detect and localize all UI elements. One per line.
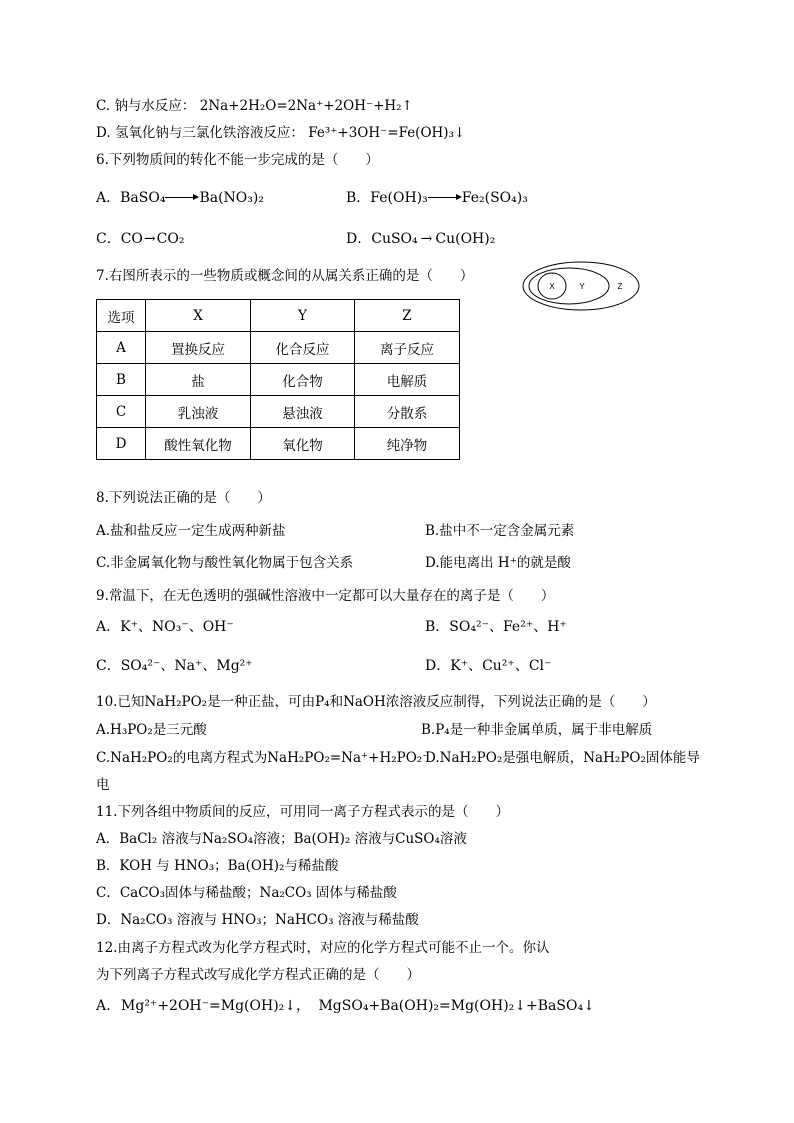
table-header-cell: 选项 [97,300,146,332]
ellipse-y [529,268,609,304]
q8-row-ab [96,520,716,542]
q6-row-cd [96,228,716,250]
q10-row-cd [96,747,716,769]
q5-d-text: 氢氧化钠与三氯化铁溶液反应： [114,125,304,141]
q10-option-c: C.NaH₂PO₂的电离方程式为NaH₂PO₂=Na⁺+H₂PO₂⁻ [96,750,430,766]
q9-row-ab [96,616,716,638]
q6-stem: 6.下列物质间的转化不能一步完成的是（ ） [96,152,379,168]
q11-option-b: B．KOH 与 HNO₃；Ba(OH)₂与稀盐酸 [96,858,339,874]
q9-row-cd [96,655,716,677]
q9-option-a: A．K⁺、NO₃⁻、OH⁻ [96,619,234,635]
table-cell: 离子反应 [355,332,460,364]
q5-d-label: D. [96,125,111,141]
table-row [97,396,460,428]
diagram-label-x: X [549,282,555,291]
q11-stem: 11.下列各组中物质间的反应，可用同一离子方程式表示的是（ ） [96,804,509,820]
q10-option-d-continuation: 电 [96,777,110,793]
q11-option-a: A．BaCl₂ 溶液与Na₂SO₄溶液；Ba(OH)₂ 溶液与CuSO₄溶液 [96,831,467,847]
q10-stem: 10.已知NaH₂PO₂是一种正盐，可由P₄和NaOH浓溶液反应制得，下列说法正确的是（ ） [96,694,656,710]
q5-option-c [96,96,413,116]
q9-option-c: C．SO₄²⁻、Na⁺、Mg²⁺ [96,658,253,674]
table-cell: 化合反应 [251,332,355,364]
q9-option-d: D．K⁺、Cu²⁺、Cl⁻ [425,658,552,674]
q10-option-d: D.NaH₂PO₂是强电解质，NaH₂PO₂固体能导 [425,750,700,766]
q5-c-label: C. [96,98,111,114]
q9-option-b: B．SO₄²⁻、Fe²⁺、H⁺ [425,619,567,635]
table-cell: 置换反应 [146,332,251,364]
q6-option-b: B．Fe(OH)₃ Fe₂(SO₄)₃ [346,190,528,206]
table-cell: D [97,428,146,460]
table-header-row [97,300,460,332]
table-cell: A [97,332,146,364]
q8-option-c: C.非金属氧化物与酸性氧化物属于包含关系 [96,555,354,571]
diagram-label-y: Y [579,282,585,291]
q8-row-cd [96,552,716,574]
q5-c-equation: 2Na+2H₂O=2Na⁺+2OH⁻+H₂↑ [199,98,413,114]
table-cell: C [97,396,146,428]
table-cell: 盐 [146,364,251,396]
table-row [97,364,460,396]
table-cell: 化合物 [251,364,355,396]
q6-option-d: D．CuSO₄ → Cu(OH)₂ [346,231,496,247]
table-cell: 纯净物 [355,428,460,460]
q5-d-equation: Fe³⁺+3OH⁻=Fe(OH)₃↓ [308,125,466,141]
table-cell: 悬浊液 [251,396,355,428]
q8-stem: 8.下列说法正确的是（ ） [96,490,271,506]
table-header-cell: X [146,300,251,332]
table-header-cell: Y [251,300,355,332]
q5-option-d [96,123,465,143]
q6-row-ab [96,187,716,209]
table-row [97,428,460,460]
arrow-icon [428,193,462,203]
table-cell: 酸性氧化物 [146,428,251,460]
q12-a-ionic-equation: Mg²⁺+2OH⁻=Mg(OH)₂↓， [121,998,311,1014]
q12-a-label: A. [96,998,111,1014]
q7-table [96,299,460,460]
q5-c-text: 钠与水反应： [114,98,196,114]
arrow-icon [165,193,199,203]
q11-option-d: D．Na₂CO₃ 溶液与 HNO₃；NaHCO₃ 溶液与稀盐酸 [96,912,419,928]
table-header-cell: Z [355,300,460,332]
q12-stem-line1: 12.由离子方程式改为化学方程式时，对应的化学方程式可能不止一个。你认 [96,940,550,956]
q8-option-d: D.能电离出 H⁺的就是酸 [425,555,571,571]
q11-option-c: C．CaCO₃固体与稀盐酸；Na₂CO₃ 固体与稀盐酸 [96,885,397,901]
table-cell: 分散系 [355,396,460,428]
q8-option-b: B.盐中不一定含金属元素 [425,523,575,539]
q12-a-chemical-equation: MgSO₄+Ba(OH)₂=Mg(OH)₂↓+BaSO₄↓ [318,998,595,1014]
q8-option-a: A.盐和盐反应一定生成两种新盐 [96,523,286,539]
table-cell: B [97,364,146,396]
q7-stem: 7.右图所表示的一些物质或概念间的从属关系正确的是（ ） [96,268,474,284]
q12-stem-line2: 为下列离子方程式改写成化学方程式正确的是（ ） [96,967,420,983]
table-row [97,332,460,364]
table-cell: 乳浊液 [146,396,251,428]
table-cell: 电解质 [355,364,460,396]
q6-option-c: C．CO→CO₂ [96,231,185,247]
q10-option-a: A.H₃PO₂是三元酸 [96,722,207,738]
q9-stem: 9.常温下，在无色透明的强碱性溶液中一定都可以大量存在的离子是（ ） [96,588,555,604]
nested-ellipse-diagram [520,258,644,314]
q12-option-a [96,996,595,1016]
diagram-label-z: Z [617,282,623,291]
table-cell: 氧化物 [251,428,355,460]
q6-option-a: A．BaSO₄ Ba(NO₃)₂ [96,190,264,206]
q10-option-b: B.P₄是一种非金属单质，属于非电解质 [421,722,653,738]
q10-row-ab [96,719,716,741]
